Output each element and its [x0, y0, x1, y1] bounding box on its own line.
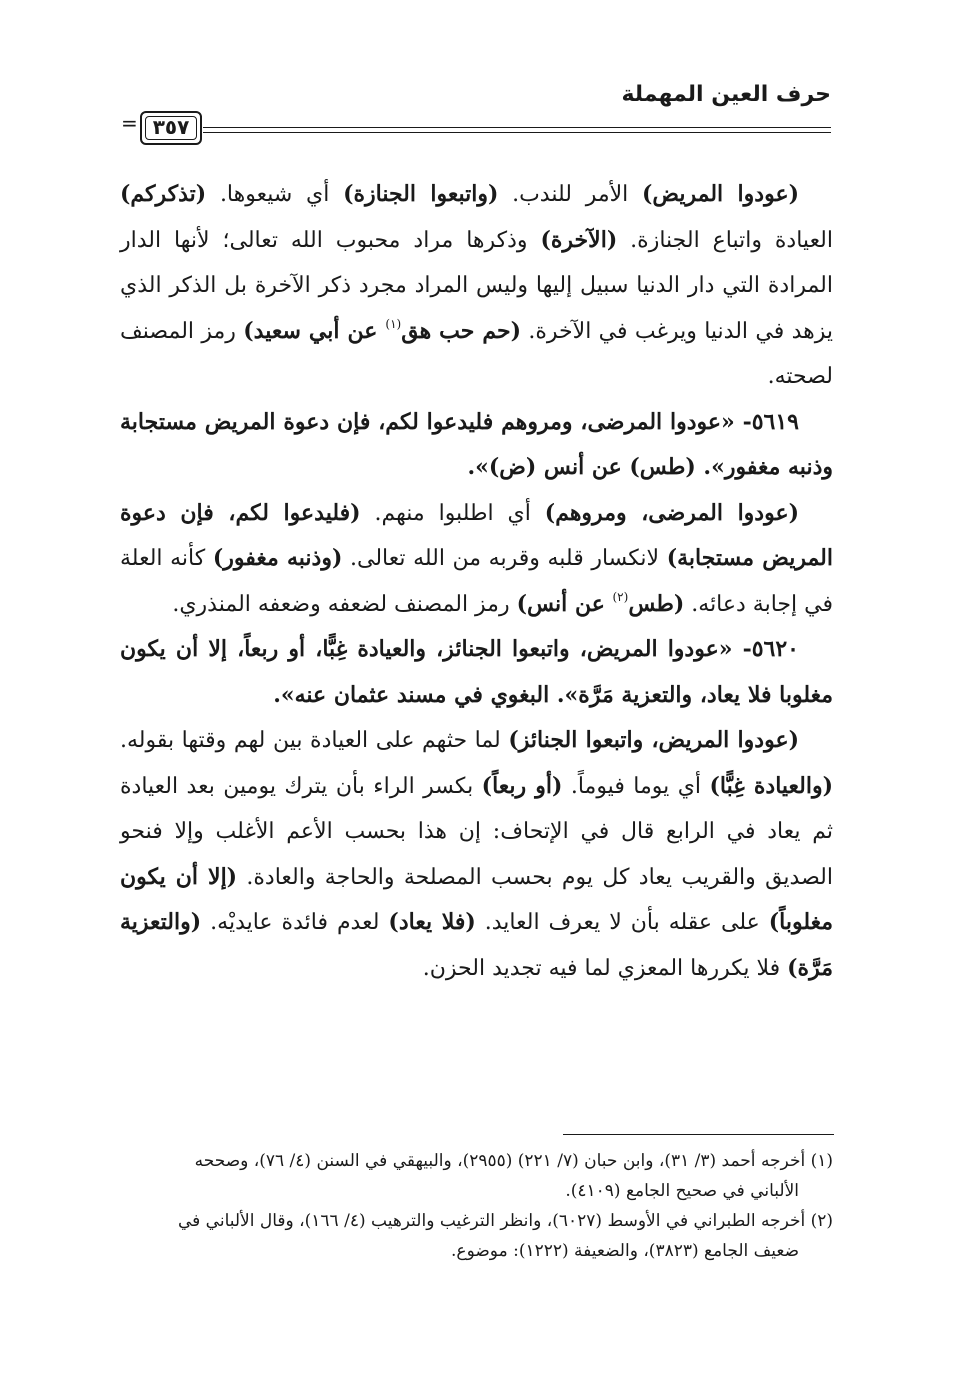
footnote-1: (١) أخرجه أحمد (٣/ ٣١)، وابن حبان (٧/ ٢٢١) (٢٩٥٥)، والبيهقي في السنن (٤/ ٧٦)، وصححه الألباني في صحيح الجامع (٤١٠٩).: [194, 1151, 833, 1201]
frame-ornament: =: [121, 111, 138, 135]
footnote-ref: (٢): [612, 589, 629, 604]
footnotes: [120, 1146, 833, 1266]
commentary-paragraph: (عودوا المريض، واتبعوا الجنائز) لما حثهم على العيادة بين لهم وقتها بقوله. (والعيادة غِبًّا) أي يوما فيوماً. (أو ربعاً) بكسر الراء بأن يترك يومين بعد العيادة ثم يعاد في الرابع قال في الإتحاف: إن هذا بحسب الأعم الأغلب وإلا فنحو الصديق والقريب يعاد كل يوم بحسب المصلحة والحاجة والعادة. (إلا أن يكون مغلوباً) على عقله بأن لا يعرف العايد. (فلا يعاد) لعدم فائدة عايديْه. (والتعزية مَرَّة) فلا يكررها المعزي لما فيه تجديد الحزن.: [120, 727, 834, 981]
hadith-5619: ٥٦١٩- «عودوا المرضى، ومروهم فليدعوا لكم، فإن دعوة المريض مستجابة وذنبه مغفور». (طس) عن أنس (ض)».: [120, 408, 833, 480]
main-text: [120, 172, 833, 991]
footnote-ref: (١): [385, 316, 402, 331]
footnote-separator: [563, 1134, 834, 1135]
page-number: ٣٥٧: [152, 115, 190, 139]
commentary-paragraph: (عودوا المرضى، ومروهم) أي اطلبوا منهم. (فليدعوا لكم، فإن دعوة المريض مستجابة) لانكسار قلبه وقربه من الله تعالى. (وذنبه مغفور) كأنه العلة في إجابة دعائه. (طس$^{(٢)}$ عن أنس) رمز المصنف لضعفه وضعفه المنذري.: [120, 499, 833, 617]
commentary-paragraph: (عودوا المريض) الأمر للندب. (واتبعوا الجنازة) أي شيعوها. (تذكركم) العيادة واتباع الجنازة. (الآخرة) وذكرها مراد محبوب الله تعالى؛ لأنها الدار المرادة التي دار الدنيا سبيل إليها وليس المراد مجرد ذكر الآخرة بل الذكر الذي يزهد في الدنيا ويرغب في الآخرة. (حم حب هق$^{(١)}$ عن أبي سعيد) رمز المصنف لصحته.: [120, 181, 833, 389]
running-title: حرف العين المهملة: [621, 82, 831, 107]
footnote-2: (٢) أخرجه الطبراني في الأوسط (٦٠٢٧)، وانظر الترغيب والترهيب (٤/ ١٦٦)، وقال الألباني في ضعيف الجامع (٣٨٢٣)، والضعيفة (١٢٢٢): موضوع.: [177, 1211, 833, 1261]
hadith-5620: ٥٦٢٠- «عودوا المريض، واتبعوا الجنائز، والعيادة غِبًّا، أو ربعاً، إلا أن يكون مغلوبا فلا يعاد، والتعزية مَرَّة». البغوي في مسند عثمان عنه».: [120, 636, 833, 708]
page-number-frame: [140, 111, 202, 145]
header-double-rule: [203, 127, 831, 133]
